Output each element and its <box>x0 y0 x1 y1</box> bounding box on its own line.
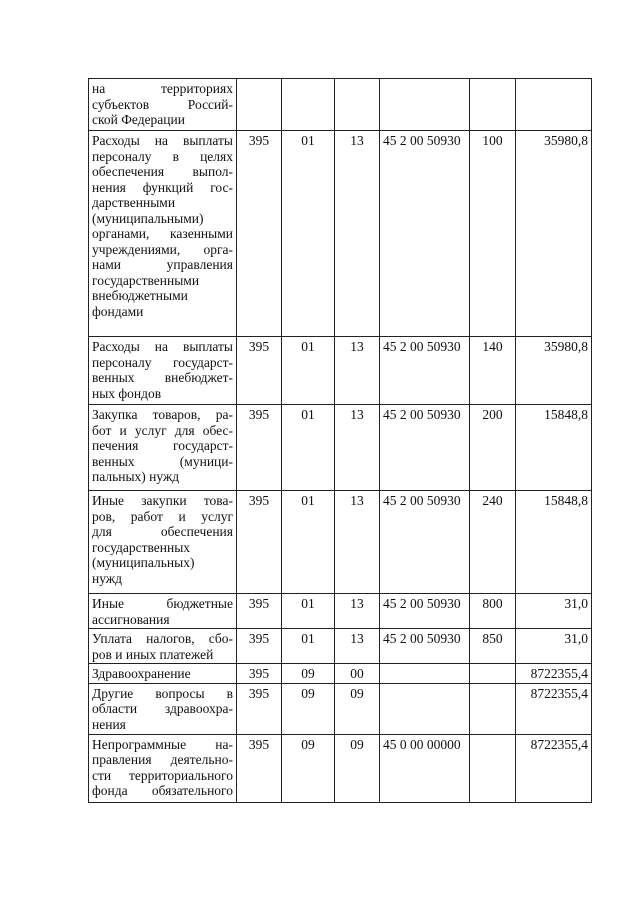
subsection-code-cell: 13 <box>335 629 380 664</box>
row-name-line: венных (муници- <box>92 453 233 469</box>
row-name-cell <box>89 664 237 684</box>
table-row <box>89 664 592 684</box>
row-name-line: для обеспечения <box>92 524 233 539</box>
row-name-cell <box>89 629 237 664</box>
row-name-line: Иные закупки това- <box>92 493 233 508</box>
ministry-code-cell: 395 <box>237 629 282 664</box>
row-name-line: дарственными <box>92 195 176 210</box>
row-name-line: учреждениями, орга- <box>92 241 233 257</box>
row-name-line: ров и иных платежей <box>92 646 214 662</box>
expense-type-cell: 140 <box>470 337 516 405</box>
section-code-cell <box>282 79 335 131</box>
row-name-line: нения функций гос- <box>92 179 233 195</box>
row-name-line: на территориях <box>92 81 233 96</box>
target-article-cell: 45 0 00 00000 <box>380 734 470 802</box>
section-code-cell: 01 <box>282 491 335 594</box>
row-name-line: области здравоохра- <box>92 701 233 716</box>
row-name-line: (муниципальными) <box>92 210 204 226</box>
target-article-cell <box>380 79 470 131</box>
amount-cell: 8722355,4 <box>516 664 592 684</box>
row-name-line: нения <box>92 716 126 732</box>
table-row <box>89 629 592 664</box>
amount-cell: 35980,8 <box>516 131 592 337</box>
target-article-cell: 45 2 00 50930 <box>380 629 470 664</box>
row-name-line: нами управления <box>92 257 233 272</box>
amount-cell: 15848,8 <box>516 405 592 491</box>
table-row <box>89 131 592 337</box>
target-article-cell: 45 2 00 50930 <box>380 594 470 629</box>
row-name-line: государственными <box>92 272 200 288</box>
section-code-cell: 01 <box>282 594 335 629</box>
row-name-line: Расходы на выплаты <box>92 339 233 354</box>
ministry-code-cell <box>237 79 282 131</box>
row-name-line: государственных <box>92 539 191 555</box>
target-article-cell: 45 2 00 50930 <box>380 491 470 594</box>
target-article-cell: 45 2 00 50930 <box>380 405 470 491</box>
row-name-line: правления деятельно- <box>92 752 233 767</box>
row-name-cell <box>89 405 237 491</box>
ministry-code-cell: 395 <box>237 405 282 491</box>
expense-type-cell: 100 <box>470 131 516 337</box>
amount-cell: 8722355,4 <box>516 734 592 802</box>
ministry-code-cell: 395 <box>237 131 282 337</box>
section-code-cell: 09 <box>282 734 335 802</box>
section-code-cell: 09 <box>282 664 335 684</box>
ministry-code-cell: 395 <box>237 734 282 802</box>
row-name-line: Другие вопросы в <box>92 685 233 701</box>
expense-type-cell: 240 <box>470 491 516 594</box>
row-name-cell <box>89 131 237 337</box>
row-name-line: печения государст- <box>92 438 233 453</box>
subsection-code-cell <box>335 79 380 131</box>
row-name-line: Иные бюджетные <box>92 596 233 611</box>
row-name-cell <box>89 491 237 594</box>
expense-type-cell: 200 <box>470 405 516 491</box>
section-code-cell: 01 <box>282 131 335 337</box>
ministry-code-cell: 395 <box>237 594 282 629</box>
row-name-line: органами, казенными <box>92 226 233 241</box>
row-name-cell <box>89 79 237 131</box>
row-name-line: персоналу в целях <box>92 148 233 164</box>
table-row <box>89 79 592 131</box>
subsection-code-cell: 00 <box>335 664 380 684</box>
row-name-line: нужд <box>92 570 122 586</box>
subsection-code-cell: 13 <box>335 337 380 405</box>
row-name-line: сти территориального <box>92 767 233 783</box>
row-name-line: обеспечения выпол- <box>92 164 233 179</box>
row-name-line: субъектов Россий- <box>92 96 233 112</box>
row-name-line: венных внебюджет- <box>92 370 233 385</box>
table-row <box>89 405 592 491</box>
table-body <box>89 79 592 803</box>
ministry-code-cell: 395 <box>237 683 282 734</box>
expense-type-cell: 850 <box>470 629 516 664</box>
row-name-line: ров, работ и услуг <box>92 508 233 524</box>
subsection-code-cell: 13 <box>335 594 380 629</box>
expense-type-cell <box>470 664 516 684</box>
budget-table <box>88 78 592 803</box>
row-name-line: Расходы на выплаты <box>92 133 233 148</box>
amount-cell: 8722355,4 <box>516 683 592 734</box>
row-name-line: (муниципальных) <box>92 555 195 570</box>
amount-cell: 35980,8 <box>516 337 592 405</box>
row-name-line: ных фондов <box>92 385 162 401</box>
row-name-line: персоналу государст- <box>92 354 233 370</box>
subsection-code-cell: 09 <box>335 734 380 802</box>
subsection-code-cell: 13 <box>335 491 380 594</box>
target-article-cell <box>380 683 470 734</box>
expense-type-cell <box>470 683 516 734</box>
section-code-cell: 01 <box>282 337 335 405</box>
row-name-line: фондами <box>92 303 144 319</box>
subsection-code-cell: 09 <box>335 683 380 734</box>
row-name-line: фонда обязательного <box>92 783 233 798</box>
row-name-line: Непрограммные на- <box>92 736 233 752</box>
section-code-cell: 09 <box>282 683 335 734</box>
row-name-line: ассигнования <box>92 611 170 627</box>
target-article-cell: 45 2 00 50930 <box>380 337 470 405</box>
table-row <box>89 337 592 405</box>
row-name-line: Здравоохранение <box>92 666 191 681</box>
row-name-line: Уплата налогов, сбо- <box>92 631 233 646</box>
amount-cell: 31,0 <box>516 594 592 629</box>
ministry-code-cell: 395 <box>237 664 282 684</box>
table-row <box>89 594 592 629</box>
row-name-cell <box>89 594 237 629</box>
amount-cell: 31,0 <box>516 629 592 664</box>
expense-type-cell <box>470 734 516 802</box>
row-name-cell <box>89 683 237 734</box>
table-row <box>89 491 592 594</box>
table-row <box>89 734 592 802</box>
subsection-code-cell: 13 <box>335 131 380 337</box>
row-name-line: Закупка товаров, ра- <box>92 407 233 422</box>
row-name-line: бот и услуг для обес- <box>92 422 233 438</box>
amount-cell: 15848,8 <box>516 491 592 594</box>
row-name-line: пальных) нужд <box>92 469 180 484</box>
section-code-cell: 01 <box>282 405 335 491</box>
subsection-code-cell: 13 <box>335 405 380 491</box>
row-name-cell <box>89 337 237 405</box>
amount-cell <box>516 79 592 131</box>
expense-type-cell <box>470 79 516 131</box>
ministry-code-cell: 395 <box>237 491 282 594</box>
ministry-code-cell: 395 <box>237 337 282 405</box>
row-name-line: внебюджетными <box>92 288 188 303</box>
expense-type-cell: 800 <box>470 594 516 629</box>
table-row <box>89 683 592 734</box>
target-article-cell <box>380 664 470 684</box>
section-code-cell: 01 <box>282 629 335 664</box>
row-name-cell <box>89 734 237 802</box>
target-article-cell: 45 2 00 50930 <box>380 131 470 337</box>
row-name-line: ской Федерации <box>92 112 185 127</box>
